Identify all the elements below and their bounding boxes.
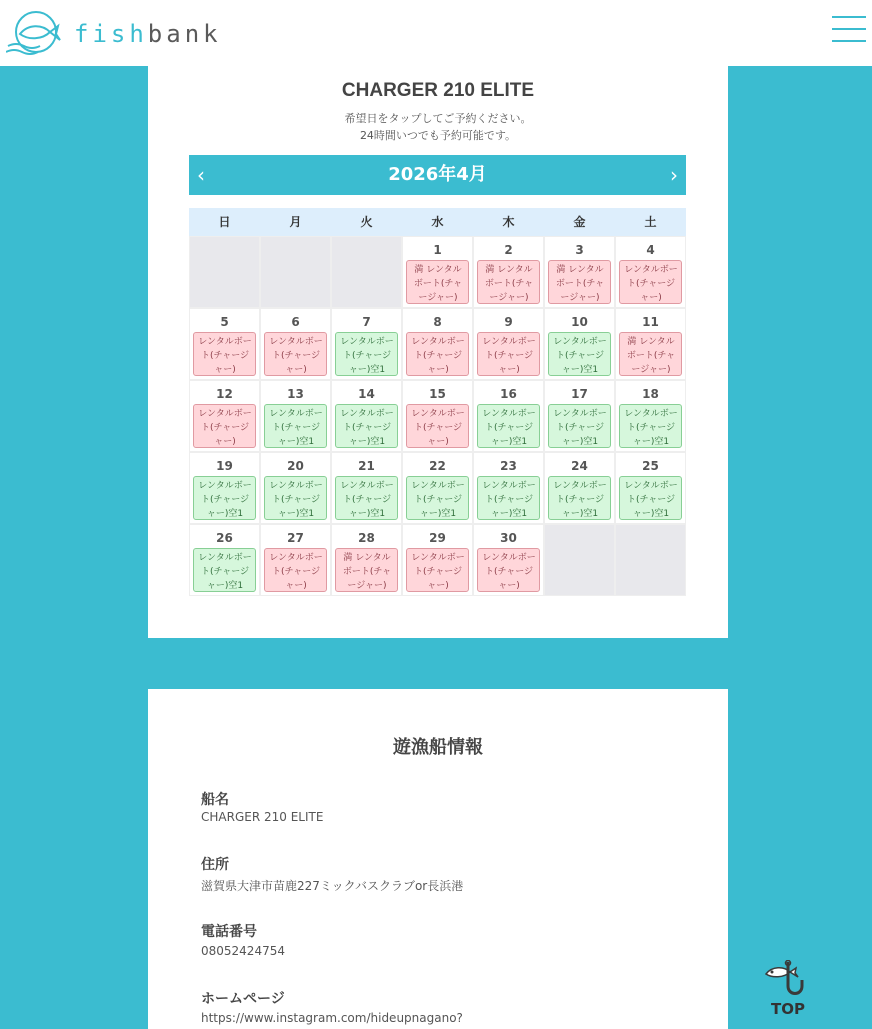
booking-slot-available[interactable]: レンタルボート(チャージャー)空1 xyxy=(335,404,398,448)
booking-slot-available[interactable]: レンタルボート(チャージャー)空1 xyxy=(335,476,398,520)
day-number: 12 xyxy=(216,387,233,401)
day-number: 7 xyxy=(362,315,371,329)
day-number: 1 xyxy=(433,243,442,257)
day-number: 5 xyxy=(220,315,229,329)
calendar-day-cell[interactable] xyxy=(615,452,686,524)
booking-slot-full[interactable]: レンタルボート(チャージャー) xyxy=(406,332,469,376)
calendar-day-cell[interactable] xyxy=(189,380,260,452)
homepage-label: ホームページ xyxy=(201,991,285,1007)
calendar-day-cell[interactable] xyxy=(189,308,260,380)
booking-slot-full[interactable]: レンタルボート(チャージャー) xyxy=(264,332,327,376)
weekday-tue: 火 xyxy=(360,215,373,229)
calendar-day-cell[interactable] xyxy=(402,380,473,452)
day-number: 14 xyxy=(358,387,375,401)
booking-slot-available[interactable]: レンタルボート(チャージャー)空1 xyxy=(548,404,611,448)
homepage-link[interactable]: https://www.instagram.com/hideupnagano? xyxy=(201,1011,463,1025)
booking-slot-available[interactable]: レンタルボート(チャージャー)空1 xyxy=(619,476,682,520)
calendar-day-cell[interactable] xyxy=(402,524,473,596)
back-to-top-button[interactable] xyxy=(762,960,814,1020)
logo-wordmark: fishbank xyxy=(74,20,222,48)
month-title: 2026年4月 xyxy=(388,164,487,185)
calendar-day-cell[interactable] xyxy=(544,236,615,308)
weekday-sat: 土 xyxy=(644,215,657,229)
calendar-day-cell[interactable] xyxy=(331,452,402,524)
menu-line-icon xyxy=(832,16,866,18)
booking-slot-full[interactable]: レンタルボート(チャージャー) xyxy=(264,548,327,592)
fishbank-logo[interactable] xyxy=(6,10,222,58)
weekday-wed: 水 xyxy=(431,215,444,229)
phone-label: 電話番号 xyxy=(201,924,257,940)
day-number: 15 xyxy=(429,387,446,401)
booking-slot-full[interactable]: レンタルボート(チャージャー) xyxy=(477,332,540,376)
day-number: 6 xyxy=(291,315,300,329)
calendar-day-cell[interactable] xyxy=(260,524,331,596)
booking-slot-available[interactable]: レンタルボート(チャージャー)空1 xyxy=(477,404,540,448)
calendar-body xyxy=(189,236,686,596)
prev-month-button[interactable]: ‹ xyxy=(197,163,205,187)
top-button-label: TOP xyxy=(771,1000,805,1018)
calendar-day-cell[interactable] xyxy=(331,380,402,452)
calendar-day-cell[interactable] xyxy=(189,452,260,524)
fish-hook-icon xyxy=(762,960,814,1000)
day-number: 29 xyxy=(429,531,446,545)
booking-slot-full[interactable]: 満 レンタルボート(チャージャー) xyxy=(335,548,398,592)
booking-slot-full[interactable]: 満 レンタルボート(チャージャー) xyxy=(477,260,540,304)
calendar-empty-cell xyxy=(615,524,686,596)
calendar-day-cell[interactable] xyxy=(260,452,331,524)
booking-slot-full[interactable]: レンタルボート(チャージャー) xyxy=(193,332,256,376)
weekday-header xyxy=(189,208,686,236)
day-number: 28 xyxy=(358,531,375,545)
day-number: 10 xyxy=(571,315,588,329)
info-title: 遊漁船情報 xyxy=(393,737,483,758)
booking-slot-available[interactable]: レンタルボート(チャージャー)空1 xyxy=(264,404,327,448)
booking-slot-full[interactable]: レンタルボート(チャージャー) xyxy=(193,404,256,448)
booking-slot-available[interactable]: レンタルボート(チャージャー)空1 xyxy=(619,404,682,448)
day-number: 26 xyxy=(216,531,233,545)
day-number: 19 xyxy=(216,459,233,473)
calendar-day-cell[interactable] xyxy=(615,308,686,380)
reservation-note-line2: 24時間いつでも予約可能です。 xyxy=(359,129,517,142)
calendar-day-cell[interactable] xyxy=(544,452,615,524)
booking-slot-full[interactable]: 満 レンタルボート(チャージャー) xyxy=(619,332,682,376)
day-number: 22 xyxy=(429,459,446,473)
booking-slot-available[interactable]: レンタルボート(チャージャー)空1 xyxy=(477,476,540,520)
day-number: 30 xyxy=(500,531,517,545)
calendar-week-row xyxy=(189,308,686,380)
booking-slot-full[interactable]: レンタルボート(チャージャー) xyxy=(619,260,682,304)
reservation-note-line1: 希望日をタップしてご予約ください。 xyxy=(344,112,532,125)
calendar-week-row xyxy=(189,380,686,452)
day-number: 21 xyxy=(358,459,375,473)
hamburger-menu-button[interactable] xyxy=(832,16,866,42)
calendar-empty-cell xyxy=(260,236,331,308)
calendar-week-row xyxy=(189,524,686,596)
calendar-grid xyxy=(189,208,686,596)
calendar-day-cell[interactable] xyxy=(402,308,473,380)
booking-slot-full[interactable]: レンタルボート(チャージャー) xyxy=(406,548,469,592)
day-number: 20 xyxy=(287,459,304,473)
calendar-day-cell[interactable] xyxy=(544,308,615,380)
calendar-day-cell[interactable] xyxy=(260,308,331,380)
booking-slot-full[interactable]: 満 レンタルボート(チャージャー) xyxy=(406,260,469,304)
site-header xyxy=(0,0,872,66)
day-number: 24 xyxy=(571,459,588,473)
booking-slot-full[interactable]: レンタルボート(チャージャー) xyxy=(406,404,469,448)
calendar-day-cell[interactable] xyxy=(402,236,473,308)
calendar-day-cell[interactable] xyxy=(260,380,331,452)
booking-slot-available[interactable]: レンタルボート(チャージャー)空1 xyxy=(264,476,327,520)
menu-line-icon xyxy=(832,28,866,30)
boat-name-value: CHARGER 210 ELITE xyxy=(201,810,324,824)
calendar-day-cell[interactable] xyxy=(189,524,260,596)
boat-name-label: 船名 xyxy=(201,792,229,808)
day-number: 11 xyxy=(642,315,659,329)
menu-line-icon xyxy=(832,40,866,42)
day-number: 3 xyxy=(575,243,584,257)
booking-slot-available[interactable]: レンタルボート(チャージャー)空1 xyxy=(193,476,256,520)
weekday-sun: 日 xyxy=(218,215,231,229)
calendar-week-row xyxy=(189,236,686,308)
calendar-week-row xyxy=(189,452,686,524)
booking-slot-available[interactable]: レンタルボート(チャージャー)空1 xyxy=(548,332,611,376)
calendar-day-cell[interactable] xyxy=(473,308,544,380)
calendar-day-cell[interactable] xyxy=(473,380,544,452)
address-value: 滋賀県大津市苗鹿227ミックバスクラブor長浜港 xyxy=(201,879,464,893)
calendar-day-cell[interactable] xyxy=(473,452,544,524)
booking-slot-available[interactable]: レンタルボート(チャージャー)空1 xyxy=(406,476,469,520)
day-number: 4 xyxy=(646,243,655,257)
calendar-empty-cell xyxy=(544,524,615,596)
calendar-day-cell[interactable] xyxy=(544,380,615,452)
day-number: 2 xyxy=(504,243,513,257)
calendar-day-cell[interactable] xyxy=(473,236,544,308)
reservation-card xyxy=(148,66,728,638)
booking-slot-available[interactable]: レンタルボート(チャージャー)空1 xyxy=(335,332,398,376)
weekday-thu: 木 xyxy=(502,215,515,229)
month-navigation-bar xyxy=(189,155,686,195)
booking-slot-full[interactable]: レンタルボート(チャージャー) xyxy=(477,548,540,592)
booking-slot-full[interactable]: 満 レンタルボート(チャージャー) xyxy=(548,260,611,304)
day-number: 18 xyxy=(642,387,659,401)
boat-title: CHARGER 210 ELITE xyxy=(341,80,535,101)
calendar-empty-cell xyxy=(189,236,260,308)
calendar-day-cell[interactable] xyxy=(473,524,544,596)
day-number: 13 xyxy=(287,387,304,401)
booking-slot-available[interactable]: レンタルボート(チャージャー)空1 xyxy=(548,476,611,520)
calendar-day-cell[interactable] xyxy=(402,452,473,524)
phone-value[interactable]: 08052424754 xyxy=(201,944,285,958)
calendar-day-cell[interactable] xyxy=(331,308,402,380)
day-number: 23 xyxy=(500,459,517,473)
fish-logo-icon xyxy=(6,10,62,58)
day-number: 16 xyxy=(500,387,517,401)
calendar-day-cell[interactable] xyxy=(615,380,686,452)
day-number: 17 xyxy=(571,387,588,401)
day-number: 9 xyxy=(504,315,513,329)
weekday-mon: 月 xyxy=(289,215,302,229)
weekday-fri: 金 xyxy=(573,215,586,229)
day-number: 8 xyxy=(433,315,442,329)
booking-slot-available[interactable]: レンタルボート(チャージャー)空1 xyxy=(193,548,256,592)
day-number: 27 xyxy=(287,531,304,545)
day-number: 25 xyxy=(642,459,659,473)
calendar-day-cell[interactable] xyxy=(615,236,686,308)
calendar-empty-cell xyxy=(331,236,402,308)
boat-info-card xyxy=(148,689,728,1029)
next-month-button[interactable]: › xyxy=(670,163,678,187)
address-label: 住所 xyxy=(201,857,229,873)
calendar-day-cell[interactable] xyxy=(331,524,402,596)
